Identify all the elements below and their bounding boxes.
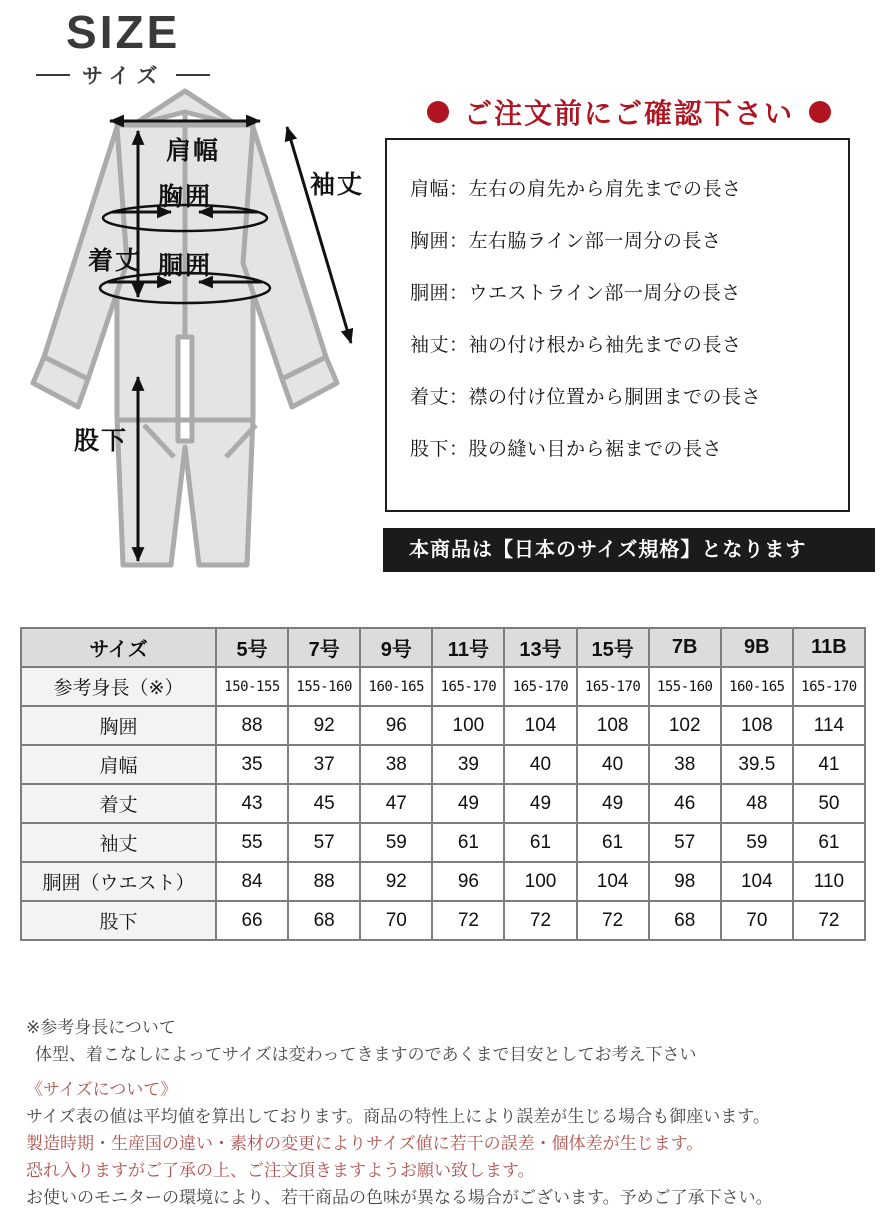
size-value-cell: 49: [432, 784, 504, 823]
size-value-cell: 55: [216, 823, 288, 862]
size-value-cell: 96: [360, 706, 432, 745]
size-heading-jp: サイズ: [82, 65, 165, 89]
row-label: 股下: [21, 901, 216, 940]
footnote-line: 製造時期・生産国の違い・素材の変更によりサイズ値に若干の誤差・個体差が生じます。: [26, 1134, 704, 1153]
size-value-cell: 68: [288, 901, 360, 940]
size-value-cell: 102: [649, 706, 721, 745]
table-row: [21, 784, 865, 823]
size-value-cell: 46: [649, 784, 721, 823]
size-value-cell: 84: [216, 862, 288, 901]
japan-size-notice-bar: 本商品は【日本のサイズ規格】となります: [383, 528, 875, 572]
row-label: 胴囲（ウエスト）: [21, 862, 216, 901]
col-header: 5号: [216, 628, 288, 667]
size-value-cell: 108: [721, 706, 793, 745]
dash-left-decoration: [36, 74, 70, 76]
size-value-cell: 66: [216, 901, 288, 940]
size-value-cell: 41: [793, 745, 865, 784]
size-value-cell: 92: [360, 862, 432, 901]
row-label: 胸囲: [21, 706, 216, 745]
size-value-cell: 59: [721, 823, 793, 862]
footnote-line: ※参考身長について: [26, 1018, 176, 1037]
size-value-cell: 72: [793, 901, 865, 940]
confirm-title: [383, 94, 875, 130]
size-value-cell: 88: [288, 862, 360, 901]
table-row: [21, 706, 865, 745]
col-header: 15号: [577, 628, 649, 667]
size-value-cell: 165-170: [504, 667, 576, 706]
col-header: 9号: [360, 628, 432, 667]
size-value-cell: 100: [432, 706, 504, 745]
definition-line: 胸囲：左右脇ライン部一周分の長さ: [410, 231, 722, 252]
row-label: 肩幅: [21, 745, 216, 784]
footnote-reference-height: [26, 1014, 696, 1068]
definition-line: 肩幅：左右の肩先から肩先までの長さ: [410, 179, 742, 200]
size-value-cell: 35: [216, 745, 288, 784]
row-label: 参考身長（※）: [21, 667, 216, 706]
red-dot-icon: [427, 101, 449, 123]
size-value-cell: 72: [577, 901, 649, 940]
confirm-title-text: ご注文前にご確認下さい: [463, 98, 794, 129]
size-value-cell: 70: [360, 901, 432, 940]
size-value-cell: 40: [577, 745, 649, 784]
size-value-cell: 40: [504, 745, 576, 784]
size-value-cell: 48: [721, 784, 793, 823]
size-table: [20, 627, 866, 941]
col-header: 11号: [432, 628, 504, 667]
definition-line: 袖丈：袖の付け根から袖先までの長さ: [410, 335, 742, 356]
size-value-cell: 165-170: [432, 667, 504, 706]
size-value-cell: 165-170: [793, 667, 865, 706]
size-value-cell: 49: [504, 784, 576, 823]
size-value-cell: 110: [793, 862, 865, 901]
footnote-line: サイズ表の値は平均値を算出しております。商品の特性上により誤差が生じる場合も御座います。: [26, 1107, 770, 1126]
size-value-cell: 38: [360, 745, 432, 784]
footnote-line: 体型、着こなしによってサイズは変わってきますのであくまで目安としてお考え下さい: [35, 1045, 697, 1064]
col-header: 7B: [649, 628, 721, 667]
dash-right-decoration: [176, 74, 210, 76]
size-heading: [36, 8, 210, 90]
table-row: [21, 667, 865, 706]
size-value-cell: 45: [288, 784, 360, 823]
size-value-cell: 47: [360, 784, 432, 823]
size-value-cell: 37: [288, 745, 360, 784]
size-value-cell: 104: [504, 706, 576, 745]
size-value-cell: 150-155: [216, 667, 288, 706]
size-value-cell: 100: [504, 862, 576, 901]
size-value-cell: 57: [288, 823, 360, 862]
label-chest-girth: 胸囲: [158, 183, 213, 211]
size-value-cell: 68: [649, 901, 721, 940]
red-dot-icon: [809, 101, 831, 123]
size-value-cell: 72: [432, 901, 504, 940]
size-value-cell: 57: [649, 823, 721, 862]
size-value-cell: 160-165: [360, 667, 432, 706]
definition-line: 股下：股の縫い目から裾までの長さ: [410, 439, 723, 460]
table-header-row: [21, 628, 865, 667]
table-row: [21, 823, 865, 862]
label-inseam: 股下: [74, 427, 129, 455]
row-label: 袖丈: [21, 823, 216, 862]
size-value-cell: 108: [577, 706, 649, 745]
size-value-cell: 43: [216, 784, 288, 823]
measurement-definitions-box: [385, 138, 850, 512]
size-value-cell: 98: [649, 862, 721, 901]
col-header: 11B: [793, 628, 865, 667]
size-value-cell: 114: [793, 706, 865, 745]
size-value-cell: 61: [793, 823, 865, 862]
col-header: 7号: [288, 628, 360, 667]
coverall-measurement-diagram: [20, 85, 380, 630]
table-row: [21, 901, 865, 940]
size-value-cell: 88: [216, 706, 288, 745]
size-value-cell: 61: [432, 823, 504, 862]
size-value-cell: 49: [577, 784, 649, 823]
size-value-cell: 104: [721, 862, 793, 901]
size-heading-en: SIZE: [66, 6, 181, 58]
definition-line: 胴囲：ウエストライン部一周分の長さ: [410, 283, 741, 304]
size-value-cell: 165-170: [577, 667, 649, 706]
size-value-cell: 96: [432, 862, 504, 901]
label-waist-girth: 胴囲: [158, 252, 213, 280]
size-value-cell: 70: [721, 901, 793, 940]
col-header: 13号: [504, 628, 576, 667]
size-value-cell: 160-165: [721, 667, 793, 706]
table-row: [21, 862, 865, 901]
size-value-cell: 155-160: [649, 667, 721, 706]
label-sleeve-length: 袖丈: [310, 171, 365, 199]
table-row: [21, 745, 865, 784]
label-body-length: 着丈: [88, 247, 143, 275]
col-header: 9B: [721, 628, 793, 667]
label-shoulder-width: 肩幅: [166, 137, 221, 165]
size-value-cell: 38: [649, 745, 721, 784]
size-value-cell: 61: [577, 823, 649, 862]
size-value-cell: 104: [577, 862, 649, 901]
size-value-cell: 39: [432, 745, 504, 784]
footnote-line: お使いのモニターの環境により、若干商品の色味が異なる場合がございます。予めご了承下さい。: [26, 1188, 773, 1207]
size-value-cell: 92: [288, 706, 360, 745]
size-value-cell: 155-160: [288, 667, 360, 706]
footnote-about-size: [26, 1076, 773, 1211]
definition-line: 着丈：襟の付け位置から胴囲までの長さ: [410, 387, 762, 408]
size-value-cell: 39.5: [721, 745, 793, 784]
row-label: 着丈: [21, 784, 216, 823]
size-value-cell: 61: [504, 823, 576, 862]
size-value-cell: 50: [793, 784, 865, 823]
footnote-line: 恐れ入りますがご了承の上、ご注文頂きますようお願い致します。: [26, 1161, 535, 1180]
size-value-cell: 72: [504, 901, 576, 940]
col-header-size: サイズ: [21, 628, 216, 667]
footnote-line: 《サイズについて》: [26, 1080, 178, 1099]
size-value-cell: 59: [360, 823, 432, 862]
